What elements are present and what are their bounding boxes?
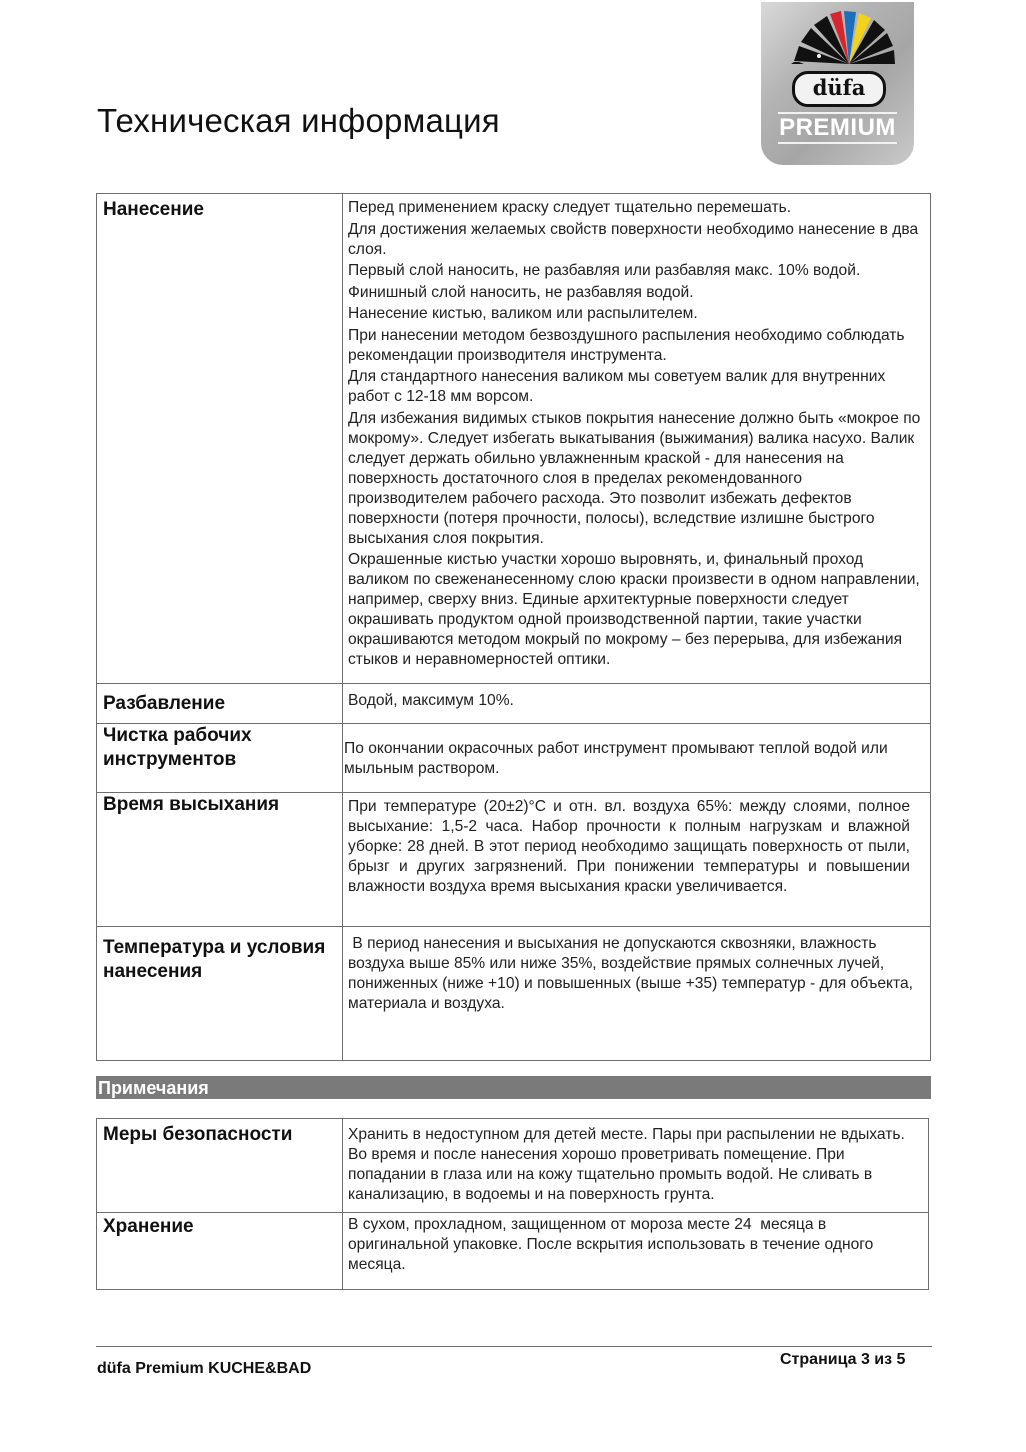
logo-wordmark: düfa (792, 71, 886, 107)
table-row-tool-cleaning (97, 724, 931, 793)
paragraph: При температуре (20±2)°C и отн. вл. воздуха 65%: между слоями, полное высыхание: 1,5-2 часа. Набор прочности к полным нагрузкам и влажной уборке: 28 дней. В этот период необходимо защищать поверхность от пыли, брызг и других загрязнений. При понижении температуры и повышении влажности воздуха время высыхания краски увеличивается. (348, 798, 910, 895)
table-row-storage (97, 1213, 929, 1290)
row-label: Температура и условия нанесения (97, 927, 343, 1061)
paragraph: Для избежания видимых стыков покрытия нанесение должно быть «мокрое по мокрому». Следует избегать выкатывания (выжимания) валика насухо. Валик следует держать обильно увлажненным краской - для нанесения на поверхность достаточного слоя в пределах рекомендованного производителем рабочего расхода. Это позволит избежать дефектов поверхности (потеря прочности, полосы), вследствие излишне быстрого высыхания слоя покрытия. (348, 409, 921, 547)
paragraph: Для стандартного нанесения валиком мы советуем валик для внутренних работ с 12-18 мм ворсом. (348, 368, 886, 405)
page-title: Техническая информация (97, 102, 500, 139)
technical-info-table (96, 193, 931, 1061)
row-label: Время высыхания (97, 793, 343, 927)
notes-table (96, 1118, 929, 1290)
page-number: Страница 3 из 5 (780, 1351, 906, 1368)
fan-base (791, 62, 804, 64)
paragraph: Хранить в недоступном для детей месте. Пары при распылении не вдыхать. Во время и после нанесения хорошо проветривать помещение. При попадании в глаза или на кожу тщательно промыть водой. Не сливать в канализацию, в водоемы и на поверхность грунта. (348, 1126, 905, 1203)
paragraph: Нанесение кистью, валиком или распылителем. (348, 305, 698, 322)
row-value (343, 1213, 929, 1290)
paragraph: В период нанесения и высыхания не допускаются сквозняки, влажность воздуха выше 85% или ниже 35%, воздействие прямых солнечных лучей, пониженных (ниже +10) и повышенных (выше +35) температур - для объекта, материала и воздуха. (348, 935, 918, 1012)
row-label: Хранение (97, 1213, 343, 1290)
table-row-application (97, 194, 931, 684)
row-label: Чистка рабочих инструментов (97, 724, 343, 793)
paragraph: В сухом, прохладном, защищенном от мороза месте 24 месяца в оригинальной упаковке. После вскрытия использовать в течение одного месяца. (348, 1216, 878, 1273)
paragraph: Водой, максимум 10%. (348, 692, 514, 709)
notes-section-heading: Примечания (96, 1076, 931, 1099)
paragraph: Окрашенные кистью участки хорошо выровнять, и, финальный проход валиком по свеженанесенному слою краски произвести в одном направлении, например, сверху вниз. Единые архитектурные поверхности следует окрашивать продуктом одной производственной партии, такие участки окрашиваются методом мокрый по мокрому – без перерыва, для избежания стыков и неравномерностей оптики. (348, 551, 920, 668)
footer-divider (96, 1346, 932, 1347)
table-row-safety (97, 1119, 929, 1213)
row-label: Разбавление (97, 684, 343, 724)
footer-product-name: düfa Premium KUCHE&BAD (97, 1360, 312, 1377)
paragraph: При нанесении методом безвоздушного распыления необходимо соблюдать рекомендации производителя инструмента. (348, 326, 905, 364)
table-row-drying-time (97, 793, 931, 927)
fan-eye (817, 54, 821, 58)
paragraph: По окончании окрасочных работ инструмент промывают теплой водой или мыльным раствором. (344, 740, 888, 777)
paragraph: Перед применением краску следует тщательно перемешать. (348, 199, 792, 216)
row-value (343, 684, 931, 724)
row-value (343, 927, 931, 1061)
brand-logo (761, 2, 914, 165)
logo-premium-label: PREMIUM (778, 112, 897, 144)
row-label: Нанесение (97, 194, 343, 684)
paragraph: Первый слой наносить, не разбавляя или разбавляя макс. 10% водой. (348, 262, 861, 279)
paragraph: Для достижения желаемых свойств поверхности необходимо нанесение в два слоя. (348, 220, 919, 258)
row-label: Меры безопасности (97, 1119, 343, 1213)
row-value (343, 194, 931, 684)
table-row-application-conditions (97, 927, 931, 1061)
row-value (343, 793, 931, 927)
row-value (343, 724, 931, 793)
row-value (343, 1119, 929, 1213)
table-row-dilution (97, 684, 931, 724)
paragraph: Финишный слой наносить, не разбавляя водой. (348, 283, 694, 301)
